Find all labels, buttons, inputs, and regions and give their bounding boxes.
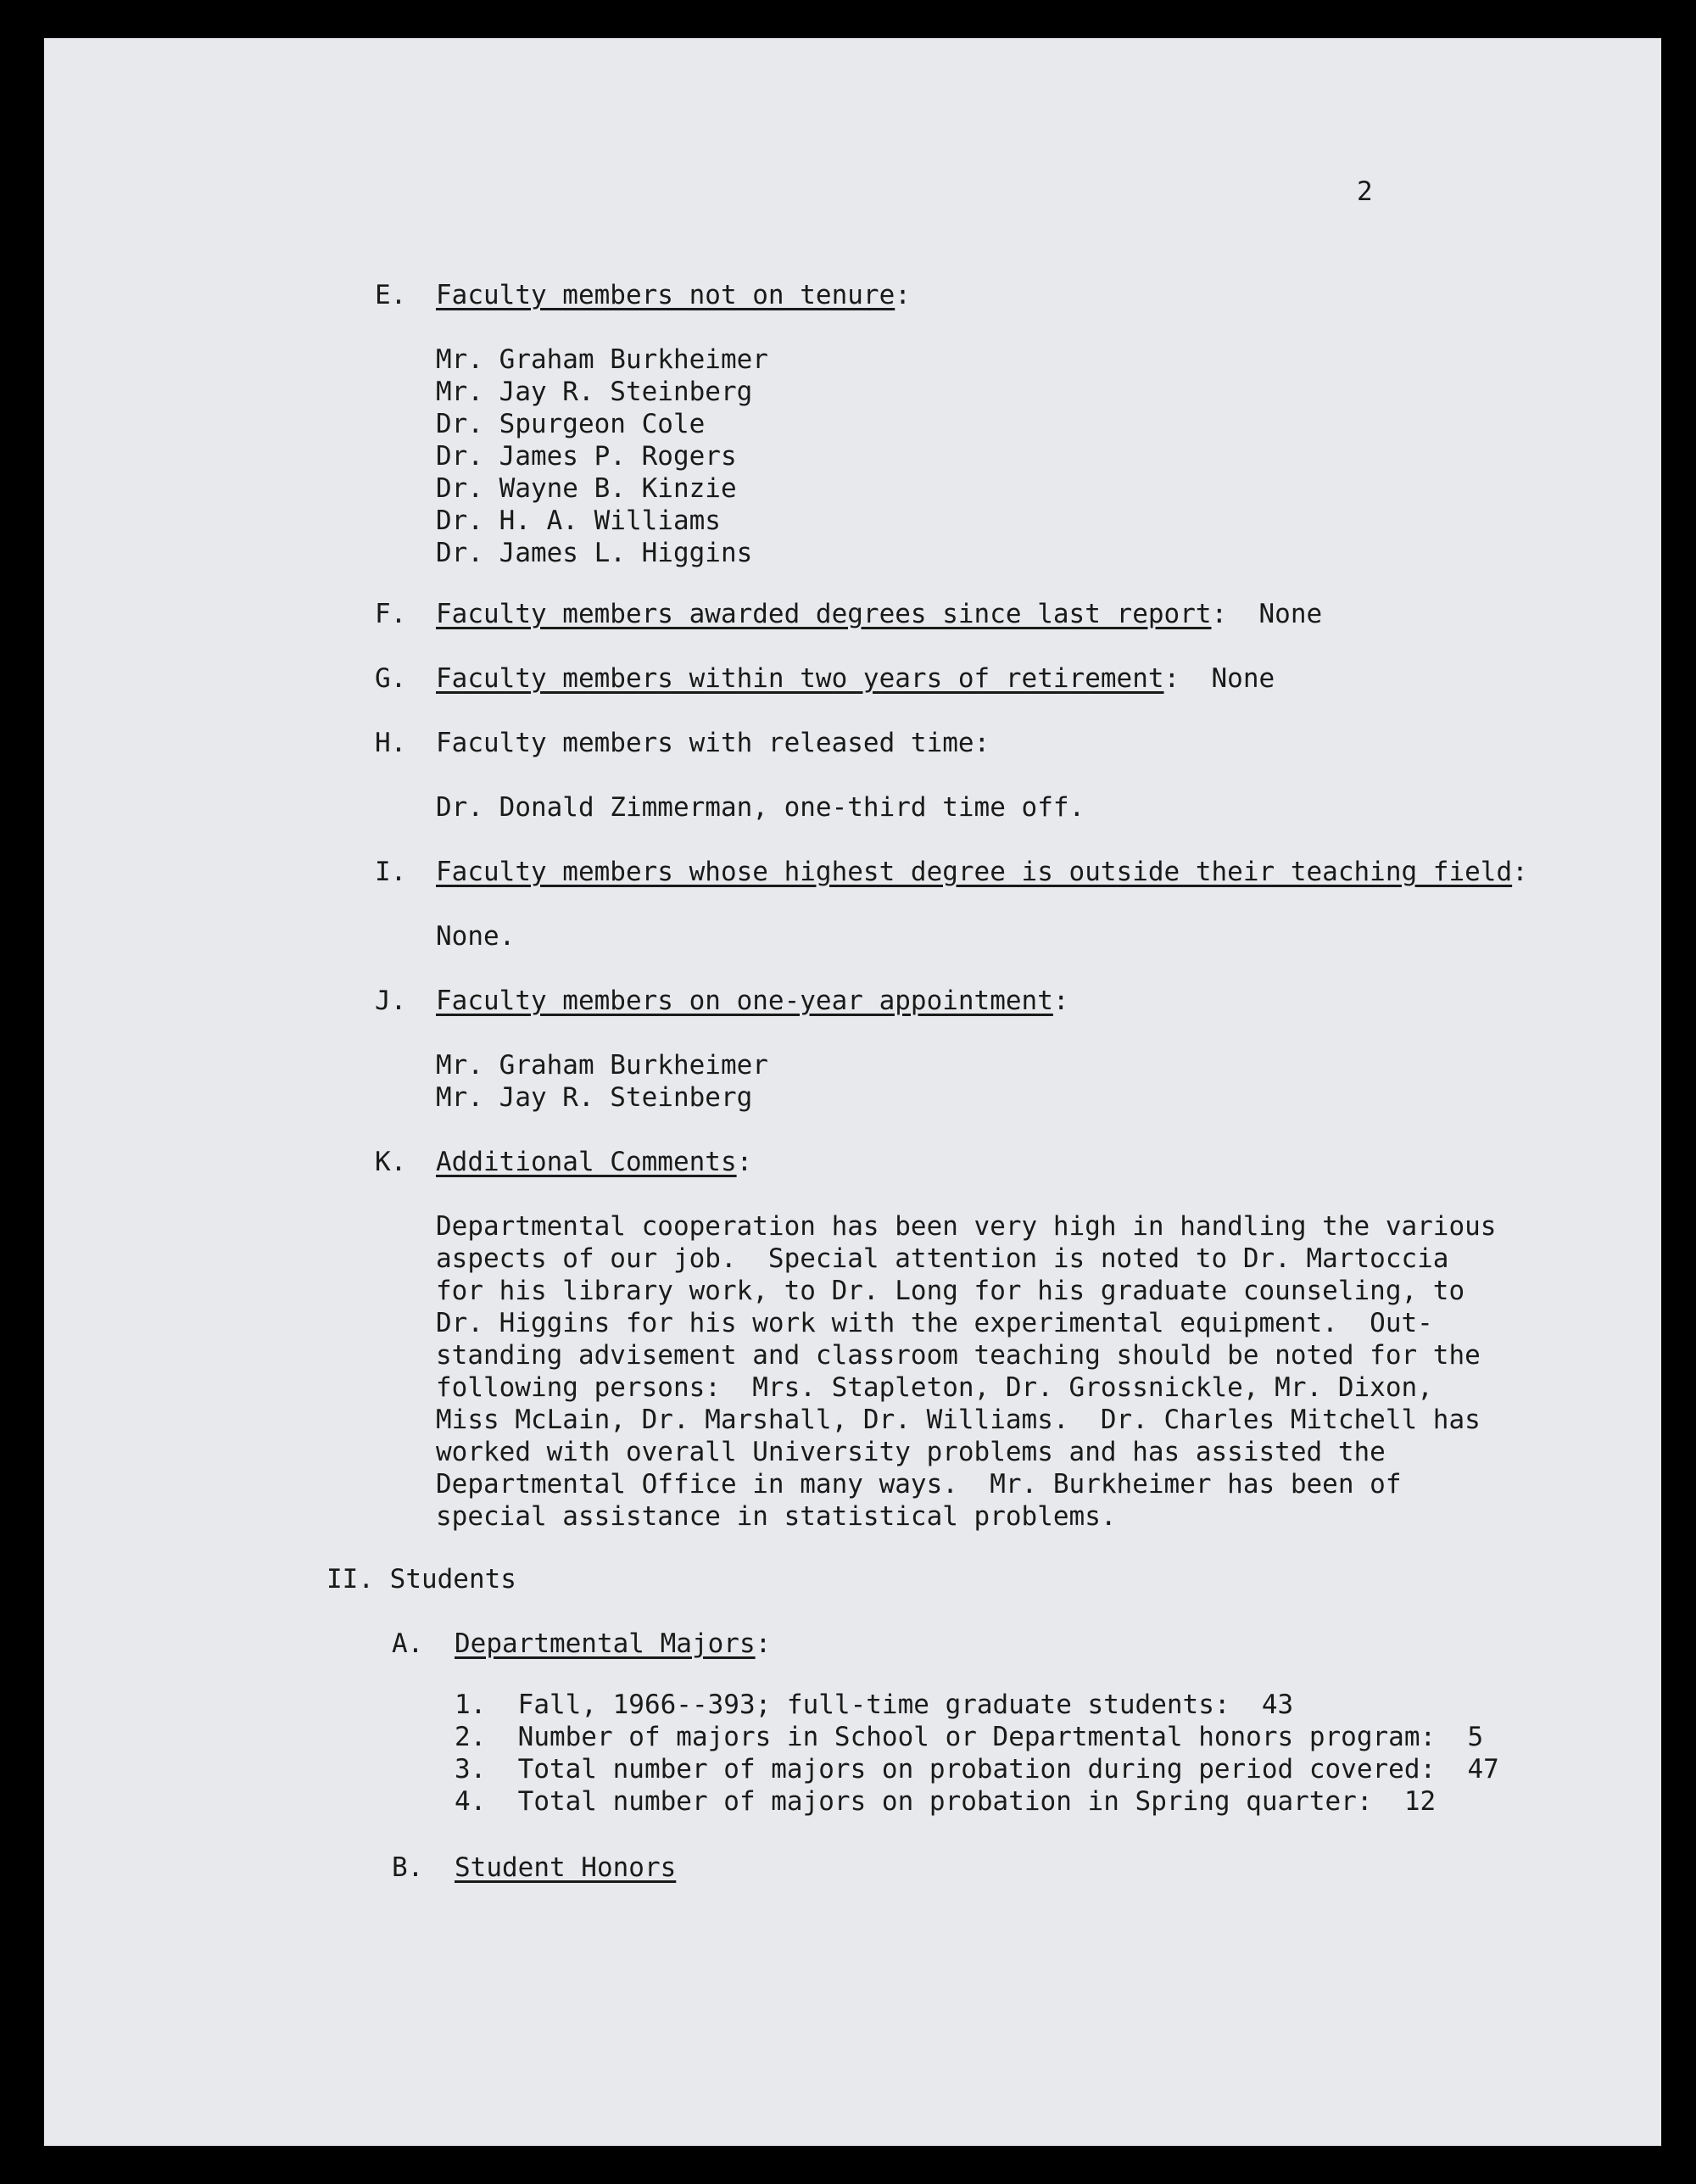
section-i-colon: :: [1512, 857, 1528, 887]
majors-list: [455, 1689, 1499, 1818]
section-i-heading-text: Faculty members whose highest degree is outside their teaching field: [436, 857, 1513, 887]
scan-speck: [166, 107, 170, 110]
scan-speck: [75, 109, 79, 113]
comment-line: worked with overall University problems and has assisted the: [436, 1437, 1386, 1467]
name-item: Mr. Jay R. Steinberg: [436, 377, 753, 407]
majors-list-item: 2. Number of majors in School or Departmental honors program: 5: [455, 1722, 1484, 1752]
comment-line: special assistance in statistical problems.: [436, 1501, 1117, 1532]
section-i-letter: I.: [375, 857, 407, 887]
section-e-colon: :: [895, 280, 911, 310]
students-b-letter: B.: [392, 1852, 424, 1883]
section-e-heading-text: Faculty members not on tenure: [436, 280, 895, 310]
section-f-heading-text: Faculty members awarded degrees since last report: [436, 599, 1212, 629]
section-h-heading: Faculty members with released time:: [436, 728, 990, 758]
name-item: Mr. Graham Burkheimer: [436, 344, 768, 375]
comment-line: standing advisement and classroom teaching should be noted for the: [436, 1340, 1481, 1371]
page-number: 2: [1357, 176, 1373, 207]
section-e-name-list: [436, 344, 768, 569]
name-item: Dr. Spurgeon Cole: [436, 409, 706, 439]
section-g-heading: [436, 662, 1275, 695]
document-page: [44, 38, 1661, 2146]
section-g-value: : None: [1163, 663, 1275, 694]
scan-speck: [209, 103, 213, 107]
students-a-letter: A.: [392, 1628, 424, 1659]
students-b-heading: [455, 1852, 676, 1884]
section-j-name-list: [436, 1049, 768, 1114]
scan-speck: [123, 105, 126, 109]
section-j-letter: J.: [375, 986, 407, 1016]
comment-line: Departmental cooperation has been very high in handling the various: [436, 1211, 1497, 1242]
section-h-letter: H.: [375, 728, 407, 758]
majors-list-item: 4. Total number of majors on probation in Spring quarter: 12: [455, 1786, 1437, 1817]
section-e-letter: E.: [375, 280, 407, 310]
section-g-heading-text: Faculty members within two years of retirement: [436, 663, 1164, 694]
section-j-heading-text: Faculty members on one-year appointment: [436, 986, 1053, 1016]
section-k-heading-text: Additional Comments: [436, 1147, 737, 1177]
section-j-colon: :: [1052, 986, 1069, 1016]
majors-list-item: 3. Total number of majors on probation during period covered: 47: [455, 1754, 1499, 1785]
students-b-heading-text: Student Honors: [455, 1852, 677, 1883]
majors-list-item: 1. Fall, 1966--393; full-time graduate students: 43: [455, 1690, 1294, 1720]
section-k-comments: [436, 1210, 1496, 1533]
comment-line: following persons: Mrs. Stapleton, Dr. Grossnickle, Mr. Dixon,: [436, 1372, 1433, 1403]
comment-line: Miss McLain, Dr. Marshall, Dr. Williams. Dr. Charles Mitchell has: [436, 1405, 1481, 1435]
students-a-heading-text: Departmental Majors: [455, 1628, 756, 1659]
section-k-heading: [436, 1146, 752, 1178]
section-k-colon: :: [736, 1147, 753, 1177]
students-heading: II. Students: [326, 1564, 516, 1595]
comment-line: aspects of our job. Special attention is noted to Dr. Martoccia: [436, 1243, 1449, 1274]
section-f-letter: F.: [375, 599, 407, 629]
comment-line: Dr. Higgins for his work with the experimental equipment. Out-: [436, 1308, 1433, 1338]
students-a-heading: [455, 1628, 771, 1660]
section-i-detail: None.: [436, 921, 516, 952]
name-item: Dr. Wayne B. Kinzie: [436, 473, 737, 504]
comment-line: Departmental Office in many ways. Mr. Burkheimer has been of: [436, 1469, 1402, 1500]
section-h-detail: Dr. Donald Zimmerman, one-third time off.: [436, 792, 1085, 823]
students-a-colon: :: [755, 1628, 772, 1659]
section-g-letter: G.: [375, 663, 407, 694]
name-item: Mr. Jay R. Steinberg: [436, 1082, 753, 1113]
name-item: Mr. Graham Burkheimer: [436, 1050, 768, 1081]
name-item: Dr. James L. Higgins: [436, 538, 753, 568]
section-f-value: : None: [1211, 599, 1323, 629]
section-f-heading: [436, 598, 1322, 630]
name-item: Dr. James P. Rogers: [436, 441, 737, 472]
comment-line: for his library work, to Dr. Long for his graduate counseling, to: [436, 1276, 1465, 1306]
section-j-heading: [436, 985, 1069, 1017]
section-k-letter: K.: [375, 1147, 407, 1177]
section-e-heading: [436, 279, 911, 311]
section-i-heading: [436, 856, 1528, 888]
name-item: Dr. H. A. Williams: [436, 506, 721, 536]
